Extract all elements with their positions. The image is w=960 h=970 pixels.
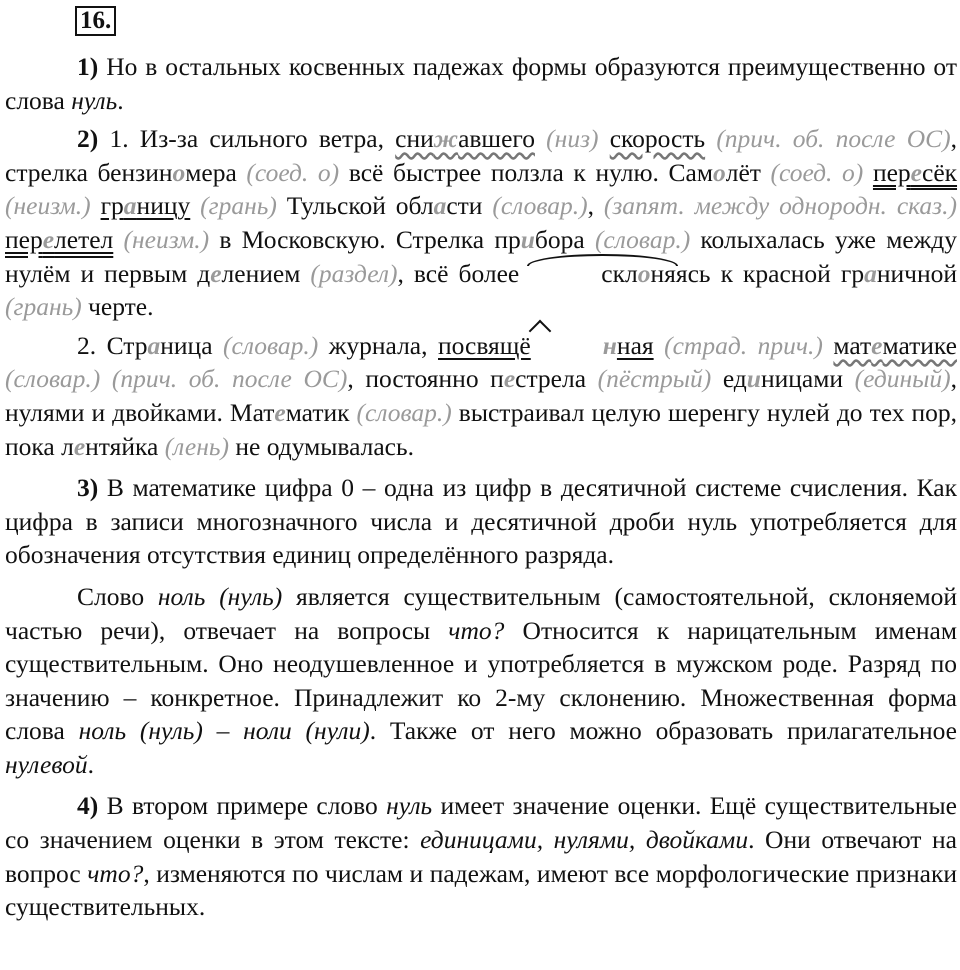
word-part: посвящё (438, 330, 531, 360)
word-part: гр (100, 191, 124, 221)
s2-text: лёт (725, 157, 761, 187)
word-pereletel (5, 225, 113, 254)
word-snizhavshego (395, 124, 535, 153)
s4-text: В втором примере слово (98, 791, 387, 821)
s2-text: выстраивал целую шеренгу нулей до тех пор, пока л (5, 397, 957, 461)
hint: (словар.) (349, 397, 452, 427)
hint: (соед. о) (760, 157, 864, 187)
vowel-highlight: а (433, 191, 447, 221)
vowel-highlight: и (520, 224, 535, 254)
s2-text: колыхалась уже между нулём и первым д (5, 224, 957, 288)
s2-text: , нулями и двойками. Мат (5, 364, 957, 427)
section-2-label: 2) (77, 124, 99, 154)
s3b-plural-forms: ноль (нуль) – ноли (нули) (78, 716, 370, 746)
section-3-label: 3) (77, 473, 99, 503)
s3-text: В математике цифра 0 – одна из цифр в десятичной системе счисления. Как цифра в записи многозначного числа и десятичной дроби нуль употребляется для обозначения отсутствия единиц определённого разряда. (5, 473, 957, 570)
section-1 (5, 50, 957, 117)
s2-text: к красной гр (710, 258, 865, 288)
s4-text: имеет значение оценки. Ещё существительные со значением оценки в этом тексте: (5, 791, 957, 855)
hint: (словар.) (482, 191, 588, 221)
vowel-highlight: е (73, 431, 86, 461)
s2-text: мера (185, 157, 237, 187)
hint: (неизм.) (5, 191, 91, 221)
hint: (словар.) (212, 330, 319, 360)
s3b-text: Относится к нарицательным именам существительным. Оно неодушевленное и употребляется в мужском роде. Разряд по значению – конкретное. Принадлежит ко 2-му склонению. Множественная форма слова (5, 615, 957, 746)
suffix-mark (531, 329, 617, 363)
word-granicu (101, 191, 191, 220)
s2-text: не одумывалась. (229, 431, 414, 461)
exercise-text (5, 50, 957, 929)
s2-text: сти (446, 191, 483, 221)
hint: (запят. между однородн. сказ.) (603, 191, 957, 221)
word-part: сни (395, 124, 434, 154)
vowel-highlight: а (147, 330, 161, 360)
s2-text: , всё более (397, 258, 530, 288)
vowel-highlight: е (910, 157, 922, 187)
hint: (соед. о) (236, 157, 340, 187)
vowel-highlight: и (746, 364, 761, 394)
s1-text-2: . (117, 85, 124, 115)
s3b-question: что? (448, 615, 505, 645)
space (599, 124, 610, 153)
s2-text: лением (221, 258, 301, 288)
section-4 (5, 789, 957, 923)
s2-text: ед (711, 364, 747, 394)
s2-text: 2. Стр (77, 330, 148, 360)
s2-text: , постоянно п (347, 364, 504, 394)
word-part: скл (601, 258, 638, 288)
word-part: ницу (136, 191, 191, 221)
vowel-highlight: е (210, 258, 222, 288)
vowel-highlight: е (42, 224, 55, 254)
s1-word: нуль (71, 85, 118, 115)
s2-text: Тульской обл (276, 191, 434, 221)
s2-text: нтяйка (85, 431, 159, 461)
hint: (прич. об. после ОС) (705, 124, 951, 154)
hint: (словар.) (прич. об. после ОС) (5, 364, 348, 394)
hint: (страд. прич.) (653, 330, 823, 360)
exercise-number: 16. (75, 6, 116, 36)
s3b-text: Слово (77, 581, 158, 611)
space (91, 191, 101, 220)
hint: (пёстрый) (586, 364, 712, 394)
section-2-paragraph-2 (5, 329, 957, 463)
section-2-paragraph-1 (5, 122, 957, 324)
s2-text: ницами (760, 364, 844, 394)
section-1-label: 1) (77, 52, 99, 81)
s2-text: ница (160, 330, 213, 360)
s2-text: матик (285, 397, 350, 427)
vowel-highlight: н (602, 330, 617, 360)
vowel-highlight: е (503, 364, 516, 394)
hint: (словар.) (584, 224, 691, 254)
s3b-text: является существительным (самостоятельной, склоняемой частью речи), отвечает на вопросы (5, 581, 957, 645)
word-part: ясь (675, 258, 711, 288)
s3b-adjective: нулевой (5, 749, 88, 779)
hint: (неизм.) (113, 224, 210, 254)
word-posvyashchennaya (438, 331, 654, 360)
s4-text: . Они отвечают на вопрос (5, 825, 957, 888)
vowel-highlight: ж (433, 124, 459, 154)
word-part: сёк (922, 157, 958, 187)
s4-word: нуль (386, 791, 433, 821)
root-arc (529, 257, 676, 291)
vowel-highlight: е (274, 397, 286, 427)
hint: (единый) (843, 364, 951, 394)
s2-text: , (587, 191, 604, 221)
word-peresek (873, 158, 957, 187)
vowel-highlight: а (864, 258, 877, 288)
section-4-label: 4) (77, 791, 99, 821)
word-part: ная (616, 330, 654, 360)
word-skorost: скорость (609, 124, 706, 154)
s2-text: бора (534, 224, 585, 254)
s2-text: черте. (81, 292, 154, 322)
word-part: мат (833, 330, 872, 360)
s4-question: что? (87, 858, 144, 888)
word-part: летел (54, 224, 114, 254)
hint: (лень) (158, 431, 229, 461)
vowel-highlight: о (637, 258, 651, 288)
s1-text-1: Но в остальных косвенных падежах формы образуются преимущественно от слова (5, 52, 957, 115)
s3b-word: ноль (нуль) (157, 581, 283, 611)
word-sklonyayas (529, 259, 710, 288)
section-3 (5, 471, 957, 572)
hint: (раздел) (300, 258, 398, 288)
space (823, 331, 834, 360)
s2-text: , стрелка бензин (5, 124, 957, 187)
s2-text: 1. Из-за сильного ветра, (98, 124, 396, 154)
word-part: ня (650, 258, 676, 288)
vowel-highlight: о (172, 157, 186, 187)
word-part: пер (5, 224, 43, 254)
s3b-text: . Также от него можно образовать прилагательное (369, 716, 957, 746)
space (863, 158, 873, 187)
s2-text: в Московскую. Стрелка пр (209, 224, 521, 254)
vowel-highlight: е (871, 330, 883, 360)
vowel-highlight: о (712, 157, 726, 187)
hint: (низ) (534, 124, 599, 154)
s2-text: журнала, (318, 330, 438, 360)
vowel-highlight: а (123, 191, 137, 221)
s4-words: единицами, нулями, двойками (420, 825, 749, 855)
s2-text: стрела (515, 364, 587, 394)
word-part: матике (882, 330, 957, 360)
word-part: пер (872, 157, 911, 187)
word-part: авшего (458, 124, 535, 154)
s2-text: всё быстрее ползла к нулю. Сам (339, 157, 713, 187)
word-matematike (833, 331, 957, 360)
hint: (грань) (5, 292, 82, 322)
section-3-paragraph-2 (5, 580, 957, 782)
hint: (грань) (190, 191, 277, 221)
s4-text: , изменяются по числам и падежам, имеют все морфологические признаки существительных. (5, 858, 957, 922)
s3b-text: . (87, 749, 94, 779)
s2-text: ничной (876, 258, 958, 288)
